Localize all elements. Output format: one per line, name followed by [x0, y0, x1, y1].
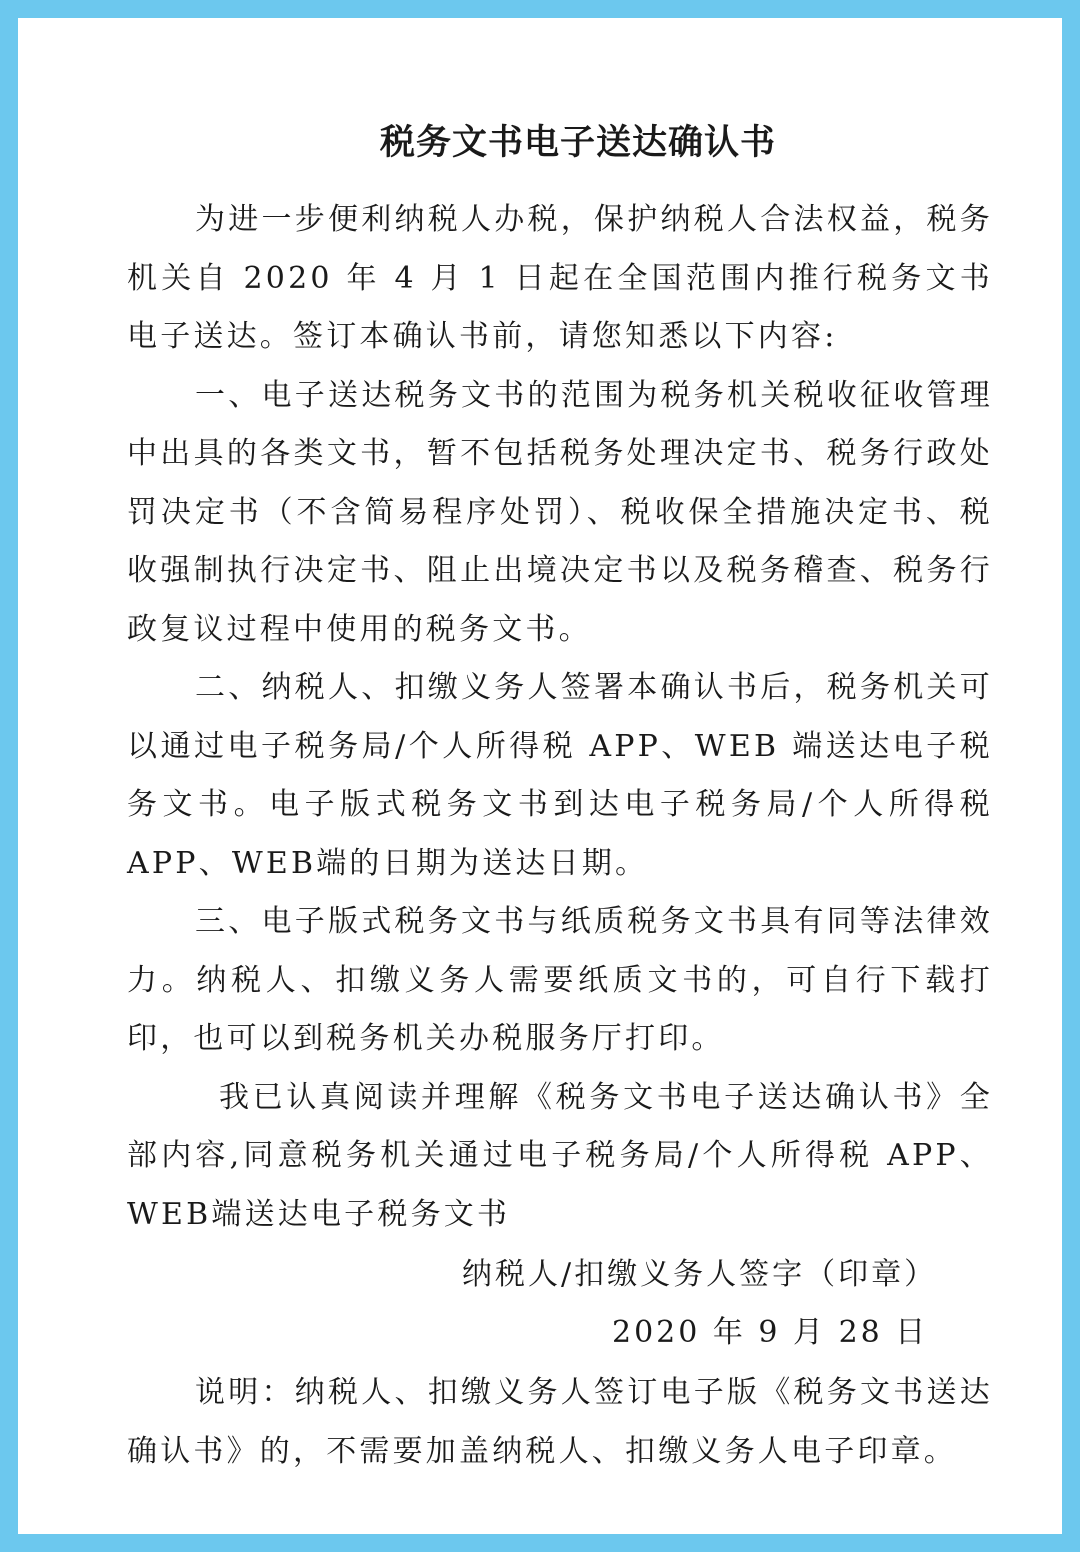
signature-line: 纳税人/扣缴义务人签字（印章）	[462, 1257, 938, 1292]
document-note	[127, 1364, 993, 1481]
note-paragraph: 说明：纳税人、扣缴义务人签订电子版《税务文书送达确认书》的，不需要加盖纳税人、扣缴义务人电子印章。	[127, 1375, 993, 1469]
clause-one: 一、电子送达税务文书的范围为税务机关税收征收管理中出具的各类文书，暂不包括税务处理决定书、税务行政处罚决定书（不含简易程序处罚）、税收保全措施决定书、税收强制执行决定书、阻止出境决定书以及税务稽查、税务行政复议过程中使用的税务文书。	[127, 377, 993, 647]
clause-two: 二、纳税人、扣缴义务人签署本确认书后，税务机关可以通过电子税务局/个人所得税 APP、WEB 端送达电子税务文书。电子版式税务文书到达电子税务局/个人所得税 APP、WEB端的日期为送达日期。	[127, 670, 993, 881]
document-title: 税务文书电子送达确认书	[379, 122, 776, 163]
document-body	[127, 191, 993, 1244]
agreement-statement: 我已认真阅读并理解《税务文书电子送达确认书》全部内容,同意税务机关通过电子税务局/个人所得税 APP、WEB端送达电子税务文书	[127, 1079, 993, 1232]
signature-date: 2020 年 9 月 28 日	[612, 1315, 929, 1350]
intro-paragraph: 为进一步便利纳税人办税，保护纳税人合法权益，税务机关自 2020 年 4 月 1 日起在全国范围内推行税务文书电子送达。签订本确认书前，请您知悉以下内容:	[127, 202, 993, 354]
document-page	[18, 18, 1062, 1534]
clause-three: 三、电子版式税务文书与纸质税务文书具有同等法律效力。纳税人、扣缴义务人需要纸质文书的，可自行下载打印，也可以到税务机关办税服务厅打印。	[127, 904, 993, 1056]
